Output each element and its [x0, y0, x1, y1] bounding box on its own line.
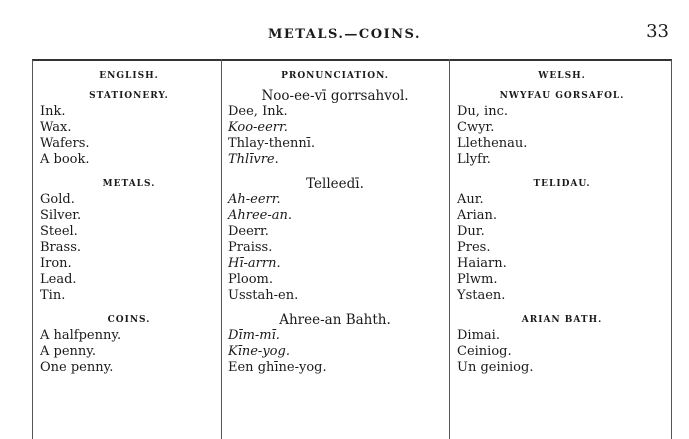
welsh-column-heading: WELSH.	[538, 71, 586, 81]
english-metal-item: Silver.	[40, 208, 82, 223]
welsh-column	[457, 68, 667, 376]
pronunciation-coin-item: Een ghīne-yog.	[228, 360, 327, 375]
pronunciation-metal-item: Deerr.	[228, 224, 269, 239]
welsh-metal-item: Pres.	[457, 240, 491, 255]
welsh-metal-item: Aur.	[457, 192, 484, 207]
pronunciation-metal-item: Ahree-an.	[228, 208, 293, 223]
english-metal-item: Lead.	[40, 272, 77, 287]
welsh-metal-item: Haiarn.	[457, 256, 507, 271]
english-stationery-item: A book.	[40, 152, 90, 167]
welsh-stationery-heading: NWYFAU GORSAFOL.	[499, 91, 625, 101]
pronunciation-coin-item: Dīm-mī.	[228, 328, 280, 343]
welsh-metal-item: Arian.	[457, 208, 498, 223]
pronunciation-metal-item: Ploom.	[228, 272, 274, 287]
pronunciation-stationery-item: Thlīvre.	[228, 152, 279, 167]
column-rule-2	[449, 59, 450, 439]
page-header-title: METALS.—COINS.	[267, 27, 422, 42]
english-stationery-item: Wafers.	[40, 136, 90, 151]
pronunciation-column-heading: PRONUNCIATION.	[281, 71, 389, 81]
english-column-heading: ENGLISH.	[99, 71, 159, 81]
pronunciation-coin-item: Kīne-yog.	[228, 344, 290, 359]
welsh-metals-heading: TELIDAU.	[533, 179, 591, 189]
english-column	[40, 68, 218, 376]
welsh-stationery-item: Llyfr.	[457, 152, 491, 167]
pronunciation-metals-heading: Telleedī.	[306, 176, 364, 192]
english-metal-item: Steel.	[40, 224, 78, 239]
english-metal-item: Gold.	[40, 192, 75, 207]
english-stationery-item: Ink.	[40, 104, 66, 119]
pronunciation-column	[228, 68, 442, 376]
pronunciation-coins-heading: Ahree-an Bahth.	[279, 312, 391, 328]
welsh-coin-item: Ceiniog.	[457, 344, 512, 359]
english-stationery-heading: STATIONERY.	[89, 91, 169, 101]
column-rule-1	[221, 59, 222, 439]
pronunciation-metal-item: Usstah-en.	[228, 288, 299, 303]
pronunciation-stationery-item: Dee, Ink.	[228, 104, 288, 119]
pronunciation-metal-item: Hī-arrn.	[228, 256, 281, 271]
page-number: 33	[646, 21, 669, 42]
welsh-metal-item: Dur.	[457, 224, 485, 239]
welsh-coins-heading: ARIAN BATH.	[521, 315, 603, 325]
pronunciation-metal-item: Ah-eerr.	[228, 192, 281, 207]
english-coin-item: A penny.	[40, 344, 97, 359]
welsh-stationery-item: Du, inc.	[457, 104, 509, 119]
english-coin-item: One penny.	[40, 360, 114, 375]
english-coin-item: A halfpenny.	[40, 328, 122, 343]
welsh-stationery-item: Cwyr.	[457, 120, 495, 135]
english-metal-item: Tin.	[40, 288, 66, 303]
pronunciation-stationery-heading: Noo-ee-vī gorrsahvol.	[261, 88, 409, 104]
pronunciation-stationery-item: Koo-eerr.	[228, 120, 288, 135]
english-stationery-item: Wax.	[40, 120, 72, 135]
welsh-coin-item: Un geiniog.	[457, 360, 534, 375]
pronunciation-metal-item: Praiss.	[228, 240, 273, 255]
english-metal-item: Brass.	[40, 240, 81, 255]
welsh-stationery-item: Llethenau.	[457, 136, 528, 151]
english-metals-heading: METALS.	[102, 179, 156, 189]
welsh-coin-item: Dimai.	[457, 328, 500, 343]
english-coins-heading: COINS.	[107, 315, 151, 325]
pronunciation-stationery-item: Thlay-thennī.	[228, 136, 316, 151]
welsh-metal-item: Plwm.	[457, 272, 498, 287]
english-metal-item: Iron.	[40, 256, 72, 271]
welsh-metal-item: Ystaen.	[457, 288, 506, 303]
